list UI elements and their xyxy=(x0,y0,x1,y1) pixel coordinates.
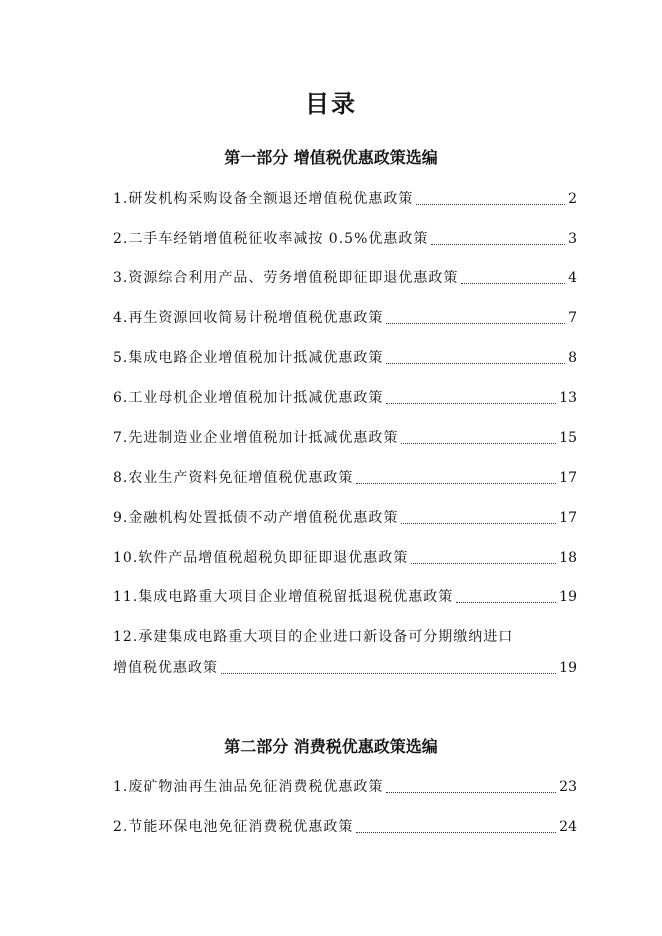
dot-leader xyxy=(416,203,565,205)
toc-entry-title: 增值税优惠政策 xyxy=(113,660,218,676)
toc-entry-page: 7 xyxy=(568,310,577,326)
toc-entry-12-line-2[interactable] xyxy=(113,656,577,680)
dot-leader xyxy=(386,402,556,404)
toc-entry-page: 19 xyxy=(559,660,577,676)
part-1-heading: 第一部分 增值税优惠政策选编 xyxy=(224,148,438,167)
toc-entry[interactable] xyxy=(113,346,577,370)
toc-entry-title: 3.资源综合利用产品、劳务增值税即征即退优惠政策 xyxy=(113,270,459,286)
toc-entry[interactable] xyxy=(113,815,577,839)
toc-entry-page: 3 xyxy=(568,231,577,247)
toc-entry-title: 7.先进制造业企业增值税加计抵减优惠政策 xyxy=(113,430,399,446)
toc-entry-page: 4 xyxy=(568,270,577,286)
toc-entry-page: 13 xyxy=(559,390,577,406)
toc-entry-title: 1.研发机构采购设备全额退还增值税优惠政策 xyxy=(113,191,414,207)
toc-entry-page: 19 xyxy=(559,589,577,605)
toc-entry-page: 15 xyxy=(559,430,577,446)
toc-entry-12-line-1[interactable]: 12.承建集成电路重大项目的企业进口新设备可分期缴纳进口 xyxy=(113,629,514,645)
dot-leader xyxy=(431,243,565,245)
dot-leader xyxy=(401,442,556,444)
toc-entry[interactable] xyxy=(113,187,577,211)
toc-entry-page: 2 xyxy=(568,191,577,207)
toc-entry[interactable] xyxy=(113,227,577,251)
dot-leader xyxy=(461,282,565,284)
toc-entry-title: 9.金融机构处置抵债不动产增值税优惠政策 xyxy=(113,510,399,526)
toc-entry-page: 17 xyxy=(559,470,577,486)
toc-entry[interactable] xyxy=(113,426,577,450)
dot-leader xyxy=(456,601,556,603)
toc-entry-title: 6.工业母机企业增值税加计抵减优惠政策 xyxy=(113,390,384,406)
toc-entry-title: 8.农业生产资料免征增值税优惠政策 xyxy=(113,470,354,486)
toc-entry-title: 4.再生资源回收简易计税增值税优惠政策 xyxy=(113,310,384,326)
toc-entry[interactable] xyxy=(113,506,577,530)
toc-entry-title: 5.集成电路企业增值税加计抵减优惠政策 xyxy=(113,350,384,366)
dot-leader xyxy=(356,831,556,833)
toc-entry-title: 10.软件产品增值税超税负即征即退优惠政策 xyxy=(113,550,409,566)
page-title: 目录 xyxy=(305,90,357,118)
toc-entry-title: 1.废矿物油再生油品免征消费税优惠政策 xyxy=(113,779,384,795)
toc-entry-page: 24 xyxy=(559,819,577,835)
toc-entry-page: 8 xyxy=(568,350,577,366)
dot-leader xyxy=(386,362,565,364)
dot-leader xyxy=(401,522,556,524)
toc-entry[interactable] xyxy=(113,775,577,799)
toc-entry-page: 17 xyxy=(559,510,577,526)
dot-leader xyxy=(411,562,556,564)
part-2-heading: 第二部分 消费税优惠政策选编 xyxy=(224,737,438,756)
toc-entry[interactable] xyxy=(113,386,577,410)
toc-entry[interactable] xyxy=(113,466,577,490)
toc-entry-title: 2.二手车经销增值税征收率减按 0.5%优惠政策 xyxy=(113,231,429,247)
toc-entry-title: 11.集成电路重大项目企业增值税留抵退税优惠政策 xyxy=(113,589,454,605)
dot-leader xyxy=(221,672,556,674)
toc-entry[interactable] xyxy=(113,546,577,570)
toc-entry-page: 18 xyxy=(559,550,577,566)
toc-entry-title: 2.节能环保电池免征消费税优惠政策 xyxy=(113,819,354,835)
toc-entry[interactable] xyxy=(113,266,577,290)
toc-entry-page: 23 xyxy=(559,779,577,795)
dot-leader xyxy=(386,322,565,324)
dot-leader xyxy=(386,791,556,793)
dot-leader xyxy=(356,482,556,484)
toc-entry[interactable] xyxy=(113,585,577,609)
toc-entry[interactable] xyxy=(113,306,577,330)
